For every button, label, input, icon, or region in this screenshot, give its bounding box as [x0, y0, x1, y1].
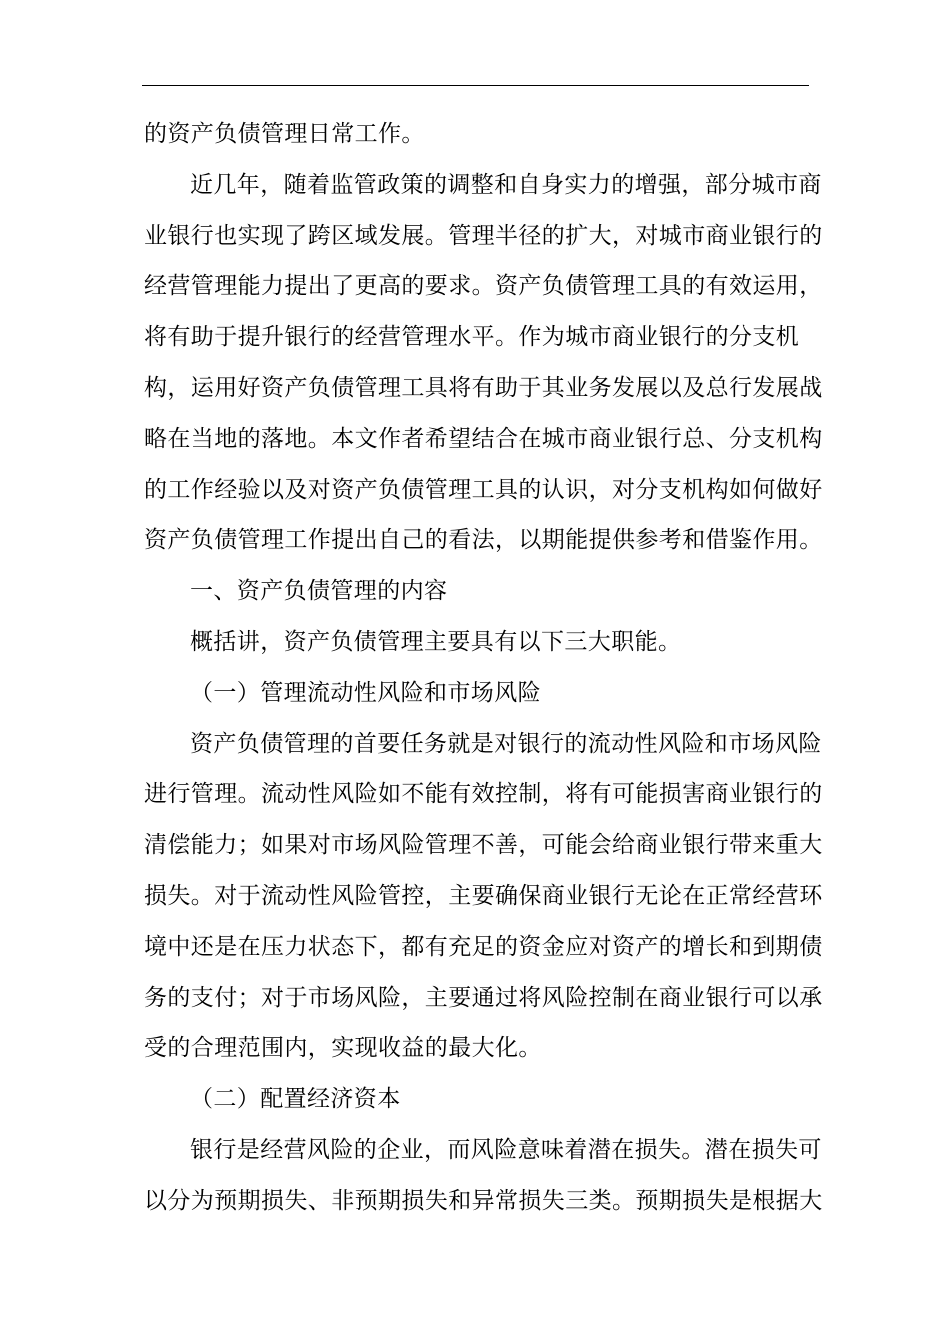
- text-line: 银行是经营风险的企业，而风险意味着潜在损失。潜在损失可: [190, 1136, 822, 1163]
- text-line: 损失。对于流动性风险管控，主要确保商业银行无论在正常经营环: [144, 882, 823, 909]
- body-text: [144, 109, 823, 1227]
- text-line: 业银行也实现了跨区域发展。管理半径的扩大，对城市商业银行的: [144, 222, 823, 249]
- text-line: 清偿能力；如果对市场风险管理不善，可能会给商业银行带来重大: [144, 832, 823, 859]
- text-line: 受的合理范围内，实现收益的最大化。: [144, 1035, 542, 1062]
- text-line: 将有助于提升银行的经营管理水平。作为城市商业银行的分支机: [144, 324, 800, 351]
- text-line: 资产负债管理的首要任务就是对银行的流动性风险和市场风险: [190, 730, 822, 757]
- text-line: 的资产负债管理日常工作。: [144, 121, 425, 147]
- text-line: （一）管理流动性风险和市场风险: [190, 679, 541, 706]
- text-line: 略在当地的落地。本文作者希望结合在城市商业银行总、分支机构: [144, 425, 823, 452]
- text-line: 务的支付；对于市场风险，主要通过将风险控制在商业银行可以承: [144, 984, 823, 1011]
- text-line: （二）配置经济资本: [190, 1086, 401, 1113]
- text-line: 以分为预期损失、非预期损失和异常损失三类。预期损失是根据大: [144, 1187, 823, 1214]
- text-line: 进行管理。流动性风险如不能有效控制，将有可能损害商业银行的: [144, 781, 823, 808]
- text-line: 构，运用好资产负债管理工具将有助于其业务发展以及总行发展战: [144, 374, 823, 401]
- text-line: 近几年，随着监管政策的调整和自身实力的增强，部分城市商: [190, 171, 822, 198]
- text-line: 境中还是在压力状态下，都有充足的资金应对资产的增长和到期债: [144, 933, 823, 960]
- text-line: 资产负债管理工作提出自己的看法，以期能提供参考和借鉴作用。: [144, 527, 823, 554]
- header-rule: [142, 85, 809, 86]
- text-line: 经营管理能力提出了更高的要求。资产负债管理工具的有效运用，: [144, 273, 823, 300]
- text-line: 概括讲，资产负债管理主要具有以下三大职能。: [190, 628, 682, 655]
- text-line: 一、资产负债管理的内容: [190, 578, 448, 605]
- text-line: 的工作经验以及对资产负债管理工具的认识，对分支机构如何做好: [144, 476, 823, 503]
